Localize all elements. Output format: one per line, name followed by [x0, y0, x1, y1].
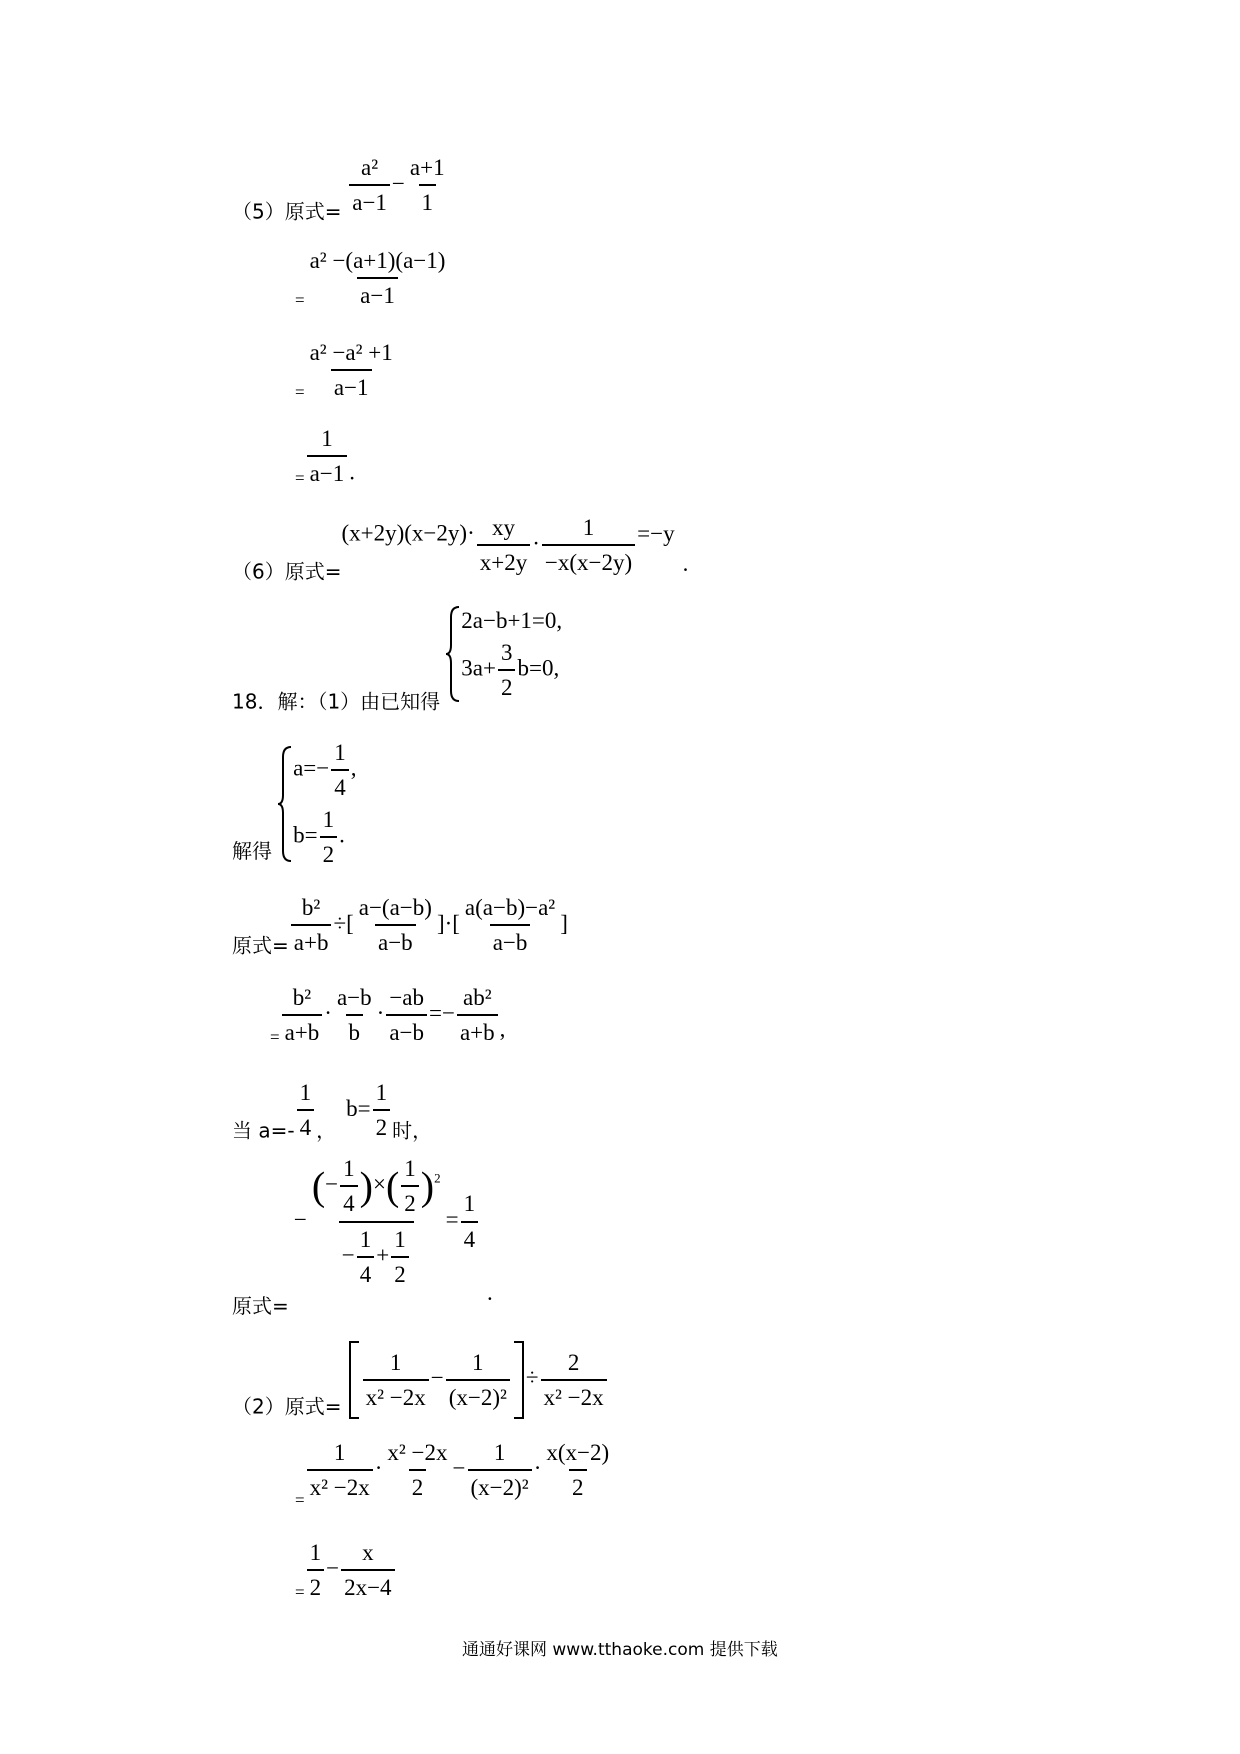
problem18-when: 当 a=- $\frac{1}{4}$ ，b= $\frac{1}{2}$ 时，	[232, 1080, 433, 1143]
fraction: $\frac{1}{\text{x² −2x}}$	[363, 1350, 429, 1411]
fraction: $\frac{1}{4}$	[461, 1191, 479, 1252]
fraction: $\frac{1}{4}$	[331, 740, 349, 801]
part2-line2: $_=$ $\frac{1}{\text{x² −2x}}$ · $\frac{\text{x² −2x}}{2}$ − $\frac{1}{\text{(x−2)²}}$ · $\frac{x(x-2)}{2}$	[295, 1440, 614, 1511]
fraction: $\frac{\text{a² −(a+1)(a−1)}}{a-1}$	[309, 248, 446, 309]
right-bracket-icon	[512, 1340, 526, 1420]
problem5-line2: $_=$ $\frac{\text{a² −(a+1)(a−1)}}{a-1}$	[295, 248, 450, 311]
problem5-line3: $_=$ $\frac{\text{a² −a² +1}}{a-1}$	[295, 340, 398, 403]
fraction: $\frac{xy}{x+2y}$	[477, 515, 530, 576]
fraction: $\frac{1}{2}$	[320, 807, 338, 868]
fraction: $\frac{a-b}{b}$	[336, 985, 372, 1046]
fraction: $\frac{x}{2x-4}$	[341, 1540, 394, 1601]
fraction: $\frac{\text{b²}}{a+b}$	[291, 895, 332, 956]
problem18-label: 18．解：（1）由已知得	[232, 689, 441, 714]
fraction: $\frac{1}{-x(x-2y)}$	[542, 515, 635, 576]
fraction: $\frac{a-(a-b)}{a-b}$	[358, 895, 432, 956]
fraction: $\frac{1}{\text{(x−2)²}}$	[468, 1440, 532, 1501]
left-brace-icon	[445, 605, 461, 703]
fraction: $\frac{\text{a² −a² +1}}{a-1}$	[309, 340, 393, 401]
fraction: $\frac{1}{a-1}$	[307, 426, 348, 487]
fraction: $\frac{\text{a(a−b)−a²}}{a-b}$	[464, 895, 556, 956]
left-brace-icon	[277, 745, 293, 863]
fraction: $\frac{\text{b²}}{a+b}$	[282, 985, 323, 1046]
fraction: $\frac{-ab}{a-b}$	[386, 985, 427, 1046]
fraction: $\frac{1}{\text{(x−2)²}}$	[446, 1350, 510, 1411]
problem18-line2: $_=$ $\frac{\text{b²}}{a+b}$ · $\frac{a-b}{b}$ · $\frac{-ab}{a-b}$ =− $\frac{\text{ab²}}{a+b}$ ,	[270, 985, 506, 1047]
problem5-line1: （5）原式= $\frac{\text{a²}}{a-1}$ − $\frac{a+1}{1}$	[232, 155, 450, 225]
problem6-label: （6）原式=	[232, 559, 342, 584]
part2-line3: $_=$ $\frac{1}{2}$ − $\frac{x}{2x-4}$	[295, 1540, 397, 1603]
page-footer: 通通好课网 www.tthaoke.com 提供下载	[462, 1640, 778, 1660]
fraction: $\frac{1}{2}$	[307, 1540, 325, 1601]
fraction: $\frac{3}{2}$	[498, 640, 516, 701]
fraction: $\frac{\text{x² −2x}}{2}$	[387, 1440, 448, 1501]
fraction: $\frac{\text{ab²}}{a+b}$	[457, 985, 498, 1046]
problem18-line1: 原式= $\frac{\text{b²}}{a+b}$ ÷[ $\frac{a-(a-b)}{a-b}$ ]·[ $\frac{\text{a(a−b)−a²}}{a-b}$ ]	[232, 895, 568, 958]
fraction: $\frac{1}{2}$	[373, 1080, 391, 1141]
fraction: $\frac{x(x-2)}{2}$	[546, 1440, 610, 1501]
fraction: $\frac{1}{\text{x² −2x}}$	[307, 1440, 373, 1501]
problem18-solution: 解得 a=− $\frac{1}{4}$ , b= $\frac{1}{2}$ .	[232, 740, 357, 867]
fraction: $\frac{1}{4}$	[297, 1080, 315, 1141]
fraction: $\frac{a+1}{1}$	[409, 155, 445, 216]
problem5-label: （5）原式=	[232, 199, 342, 224]
problem6-line: （6）原式=(x+2y)(x−2y)· $\frac{xy}{x+2y}$ · $\frac{1}{-x(x-2y)}$ =−y.	[232, 515, 689, 584]
left-bracket-icon	[347, 1340, 361, 1420]
fraction: $\frac{\text{a²}}{a-1}$	[349, 155, 390, 216]
part2-line1: （2）原式= $\frac{1}{\text{x² −2x}}$ − $\frac{1}{\text{(x−2)²}}$ ÷ $\frac{2}{\text{x² −2x}}$	[232, 1340, 609, 1420]
compound-fraction: (− $\frac{1}{4}$ )×( $\frac{1}{2}$ )$^2$ − $\frac{1}{4}$ + $\frac{1}{2}$	[311, 1156, 441, 1287]
problem18-evaluation: 原式= − (− $\frac{1}{4}$ )×( $\frac{1}{2}$ )$^2$ − $\frac{1}{4}$ + $\frac{1}{2}$ = $\frac{1}{4}$ .	[232, 1156, 493, 1318]
fraction: $\frac{2}{\text{x² −2x}}$	[541, 1350, 607, 1411]
problem18-system: 18．解：（1）由已知得 2a−b+1=0, 3a+ $\frac{3}{2}$ b=0,	[232, 605, 562, 715]
problem5-line4: $_=$ $\frac{1}{a-1}$ .	[295, 426, 356, 488]
